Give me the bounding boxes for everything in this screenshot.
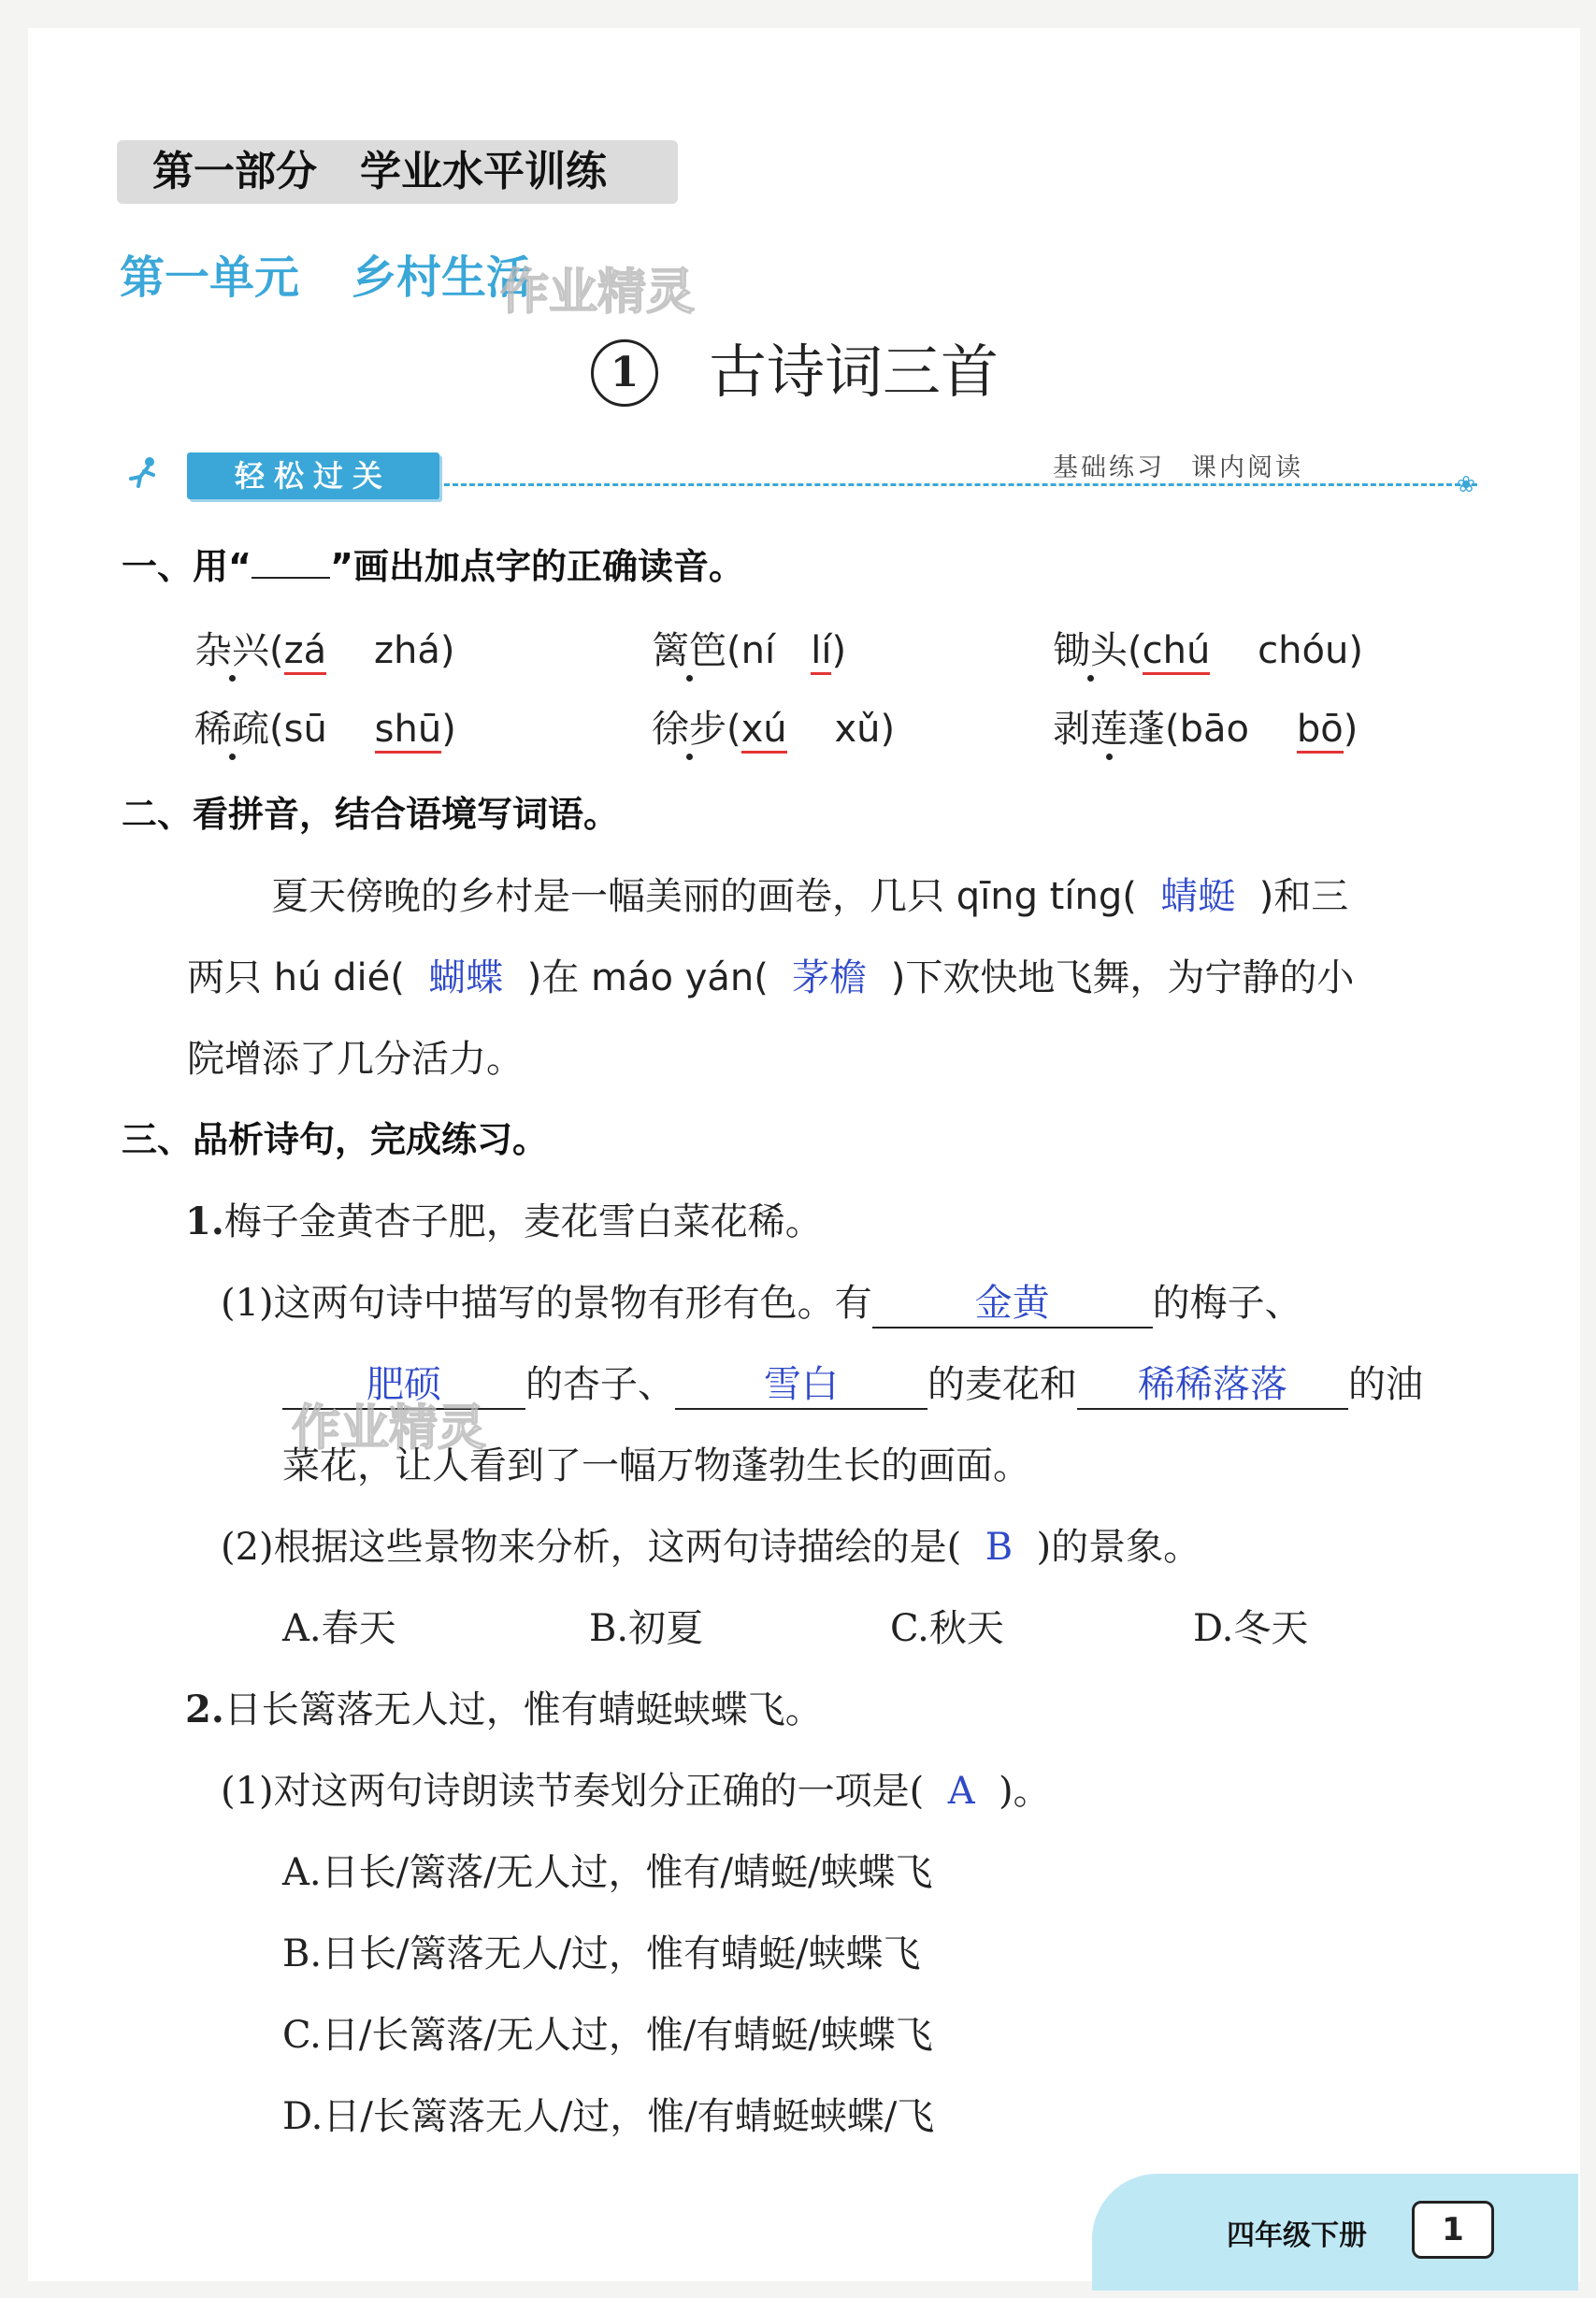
pinyin-item: 剥莲蓬(bāo bō) (1053, 699, 1358, 753)
lesson-title: 古诗词三首 (709, 338, 999, 406)
answer-text: 蝴蝶 (428, 956, 504, 999)
q2-line-2: 两只 hú dié( 蝴蝶 )在 máo yán( 茅檐 )下欢快地飞舞，为宁静的小 (187, 956, 1355, 999)
unit-name: 乡村生活 (352, 251, 532, 304)
part-header (117, 140, 678, 204)
option-selected: xú (741, 708, 787, 754)
answer-text: B (985, 1526, 1014, 1569)
answer-blank: 稀稀落落 (1077, 1355, 1348, 1410)
pinyin-item: 锄头(chú chóu) (1053, 621, 1363, 674)
poem-1: 1.梅子金黄杏子肥，麦花雪白菜花稀。 (185, 1199, 823, 1243)
choice-option: D.日/长篱落无人/过，惟/有蜻蜓蛱蝶/飞 (282, 2095, 935, 2138)
q3-1-1-line-2: 肥硕 的杏子、 雪白 的麦花和 稀稀落落 的油 (282, 1355, 1423, 1410)
unit-title (120, 241, 531, 306)
pinyin-item: 稀疏(sū shū) (194, 699, 456, 753)
choice-option: D.冬天 (1193, 1607, 1309, 1650)
underline-sample (252, 549, 330, 579)
choice-option: C.秋天 (890, 1607, 1004, 1650)
choice-option: C.日/长篱落/无人过，惟/有蜻蜓/蛱蝶飞 (282, 2014, 933, 2057)
section-badge: 轻松过关 (187, 452, 439, 499)
tag-basic: 基础练习 (1053, 453, 1165, 482)
answer-text: 茅檐 (792, 956, 868, 999)
choice-option: B.初夏 (589, 1607, 704, 1650)
pinyin-item: 篱笆(ní lí) (652, 621, 846, 674)
poem-2: 2.日长篱落无人过，惟有蜻蜓蛱蝶飞。 (185, 1688, 823, 1731)
section-tags (1053, 447, 1303, 483)
q2-line-3: 院增添了几分活力。 (187, 1038, 524, 1081)
answer-blank: 肥硕 (282, 1355, 525, 1410)
ornament-icon: ❀ (1457, 471, 1476, 497)
choice-option: A.春天 (282, 1607, 396, 1650)
choice-option: B.日长/篱落无人/过，惟有蜻蜓/蛱蝶飞 (282, 1932, 921, 1975)
option-selected: shū (375, 708, 442, 754)
part-title: 学业水平训练 (360, 148, 607, 195)
option-selected: chú (1143, 629, 1211, 675)
watermark: 作业精灵 (292, 1400, 487, 1457)
option-selected: bō (1297, 708, 1344, 754)
q1-title: 一、用“ ”画出加点字的正确读音。 (122, 546, 744, 587)
pinyin-item: 徐步(xú xǔ) (652, 699, 895, 753)
unit-number: 第一单元 (120, 251, 300, 304)
q3-1-1-line-3: 菜花，让人看到了一幅万物蓬勃生长的画面。 (282, 1444, 1030, 1487)
answer-blank: 金黄 (872, 1273, 1153, 1329)
watermark: 作业精灵 (500, 265, 696, 321)
q2-line-1: 夏天傍晚的乡村是一幅美丽的画卷，几只 qīng tíng( 蜻蜓 )和三 (271, 875, 1349, 918)
grade-label: 四年级下册 (1227, 2219, 1367, 2252)
lesson-number: 1 (591, 339, 658, 407)
answer-text: 蜻蜓 (1160, 875, 1236, 918)
q3-1-2: (2)根据这些景物来分析，这两句诗描绘的是( B )的景象。 (221, 1526, 1201, 1569)
part-number: 第一部分 (152, 148, 317, 195)
answer-text: A (947, 1770, 975, 1813)
q3-1-1-line-1: (1)这两句诗中描写的景物有形有色。有 金黄 的梅子、 (221, 1273, 1302, 1329)
runner-icon (125, 456, 157, 488)
q2-title: 二、看拼音，结合语境写词语。 (122, 794, 620, 835)
tag-reading: 课内阅读 (1191, 453, 1303, 482)
q3-title: 三、品析诗句，完成练习。 (122, 1119, 549, 1160)
option-selected: zá (284, 629, 327, 675)
pinyin-item: 杂兴(zá zhá) (194, 621, 454, 674)
section-divider (444, 483, 1477, 486)
answer-blank: 雪白 (675, 1355, 927, 1410)
page-number: 1 (1412, 2201, 1494, 2259)
choice-option: A.日长/篱落/无人过，惟有/蜻蜓/蛱蝶飞 (282, 1851, 933, 1894)
option-selected: lí (811, 629, 831, 675)
q3-2-1: (1)对这两句诗朗读节奏划分正确的一项是( A )。 (221, 1770, 1051, 1813)
